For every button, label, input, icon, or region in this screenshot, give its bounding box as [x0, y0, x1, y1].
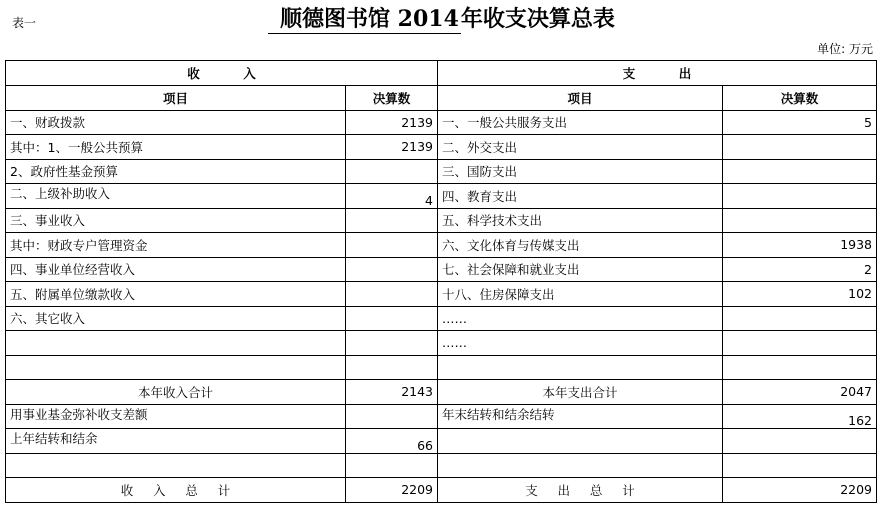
carry-end-label: 年末结转和结余结转: [438, 404, 723, 429]
table-row: [6, 453, 877, 478]
unit-label: 单位: 万元: [817, 42, 873, 56]
budget-summary-table: [5, 60, 877, 503]
table-row: [6, 110, 877, 135]
expense-item: [438, 429, 723, 454]
income-value: 2139: [346, 110, 438, 135]
income-item: 其中：1、一般公共预算: [6, 135, 346, 160]
expense-value: [723, 429, 877, 454]
income-section-header: 收 入: [6, 61, 438, 86]
column-header-row: [6, 86, 877, 111]
expense-value: 2: [723, 257, 877, 282]
expense-value: [723, 453, 877, 478]
income-value: 4: [346, 184, 438, 209]
table-row: [6, 355, 877, 380]
carry-prev-value: 66: [346, 429, 438, 454]
expense-grand-total-value: 2209: [723, 478, 877, 503]
expense-item: 十八、住房保障支出: [438, 282, 723, 307]
table-row: [6, 257, 877, 282]
fund-offset-value: [346, 404, 438, 429]
expense-item: 六、文化体育与传媒支出: [438, 233, 723, 258]
expense-value: 102: [723, 282, 877, 307]
income-value: [346, 257, 438, 282]
table-number-label: 表一: [12, 16, 37, 30]
income-item: 四、事业单位经营收入: [6, 257, 346, 282]
income-item-header: 项目: [6, 86, 346, 111]
income-item: 2、政府性基金预算: [6, 159, 346, 184]
expense-value: [723, 208, 877, 233]
income-item: 六、其它收入: [6, 306, 346, 331]
table-row: [6, 306, 877, 331]
table-row: [6, 135, 877, 160]
expense-item: [438, 355, 723, 380]
table-row: [6, 159, 877, 184]
table-row: [6, 282, 877, 307]
expense-item: 三、国防支出: [438, 159, 723, 184]
table-row: [6, 331, 877, 356]
income-item: [6, 331, 346, 356]
income-value: [346, 453, 438, 478]
expense-value: [723, 135, 877, 160]
expense-value: 5: [723, 110, 877, 135]
table-row: [6, 233, 877, 258]
income-item: 一、财政拨款: [6, 110, 346, 135]
expense-item: 一、一般公共服务支出: [438, 110, 723, 135]
income-item: 五、附属单位缴款收入: [6, 282, 346, 307]
income-value: [346, 306, 438, 331]
income-value: [346, 331, 438, 356]
income-year-total-value: 2143: [346, 380, 438, 405]
expense-value: [723, 355, 877, 380]
expense-item: 七、社会保障和就业支出: [438, 257, 723, 282]
year-total-row: [6, 380, 877, 405]
income-item: 其中：财政专户管理资金: [6, 233, 346, 258]
income-value: [346, 355, 438, 380]
expense-year-total-value: 2047: [723, 380, 877, 405]
income-item: [6, 453, 346, 478]
expense-item: [438, 453, 723, 478]
income-value: 2139: [346, 135, 438, 160]
expense-value: [723, 331, 877, 356]
income-amount-header: 决算数: [346, 86, 438, 111]
grand-total-row: [6, 478, 877, 503]
expense-value: [723, 159, 877, 184]
expense-item-header: 项目: [438, 86, 723, 111]
section-header-row: [6, 61, 877, 86]
income-value: [346, 282, 438, 307]
expense-section-header: 支 出: [438, 61, 877, 86]
expense-amount-header: 决算数: [723, 86, 877, 111]
income-grand-total-value: 2209: [346, 478, 438, 503]
page-title: [268, 2, 688, 34]
expense-item: 五、科学技术支出: [438, 208, 723, 233]
expense-grand-total-label: 支 出 总 计: [438, 478, 723, 503]
expense-item: ……: [438, 306, 723, 331]
fund-carry-row: [6, 404, 877, 429]
expense-item: 二、外交支出: [438, 135, 723, 160]
income-year-total-label: 本年收入合计: [6, 380, 346, 405]
expense-item: 四、教育支出: [438, 184, 723, 209]
table-row: [6, 208, 877, 233]
income-item: 二、上级补助收入: [6, 184, 346, 209]
table-row: [6, 184, 877, 209]
carry-end-value: 162: [723, 404, 877, 429]
prev-carry-row: [6, 429, 877, 454]
expense-value: [723, 306, 877, 331]
expense-item: ……: [438, 331, 723, 356]
title-rest: 年收支决算总表: [460, 6, 615, 32]
income-value: [346, 159, 438, 184]
income-item: [6, 355, 346, 380]
income-item: 三、事业收入: [6, 208, 346, 233]
income-value: [346, 208, 438, 233]
title-underlined-part: 顺德图书馆 2014: [268, 2, 461, 34]
expense-value: 1938: [723, 233, 877, 258]
expense-value: [723, 184, 877, 209]
income-grand-total-label: 收 入 总 计: [6, 478, 346, 503]
income-value: [346, 233, 438, 258]
carry-prev-label: 上年结转和结余: [6, 429, 346, 454]
fund-offset-label: 用事业基金弥补收支差额: [6, 404, 346, 429]
expense-year-total-label: 本年支出合计: [438, 380, 723, 405]
